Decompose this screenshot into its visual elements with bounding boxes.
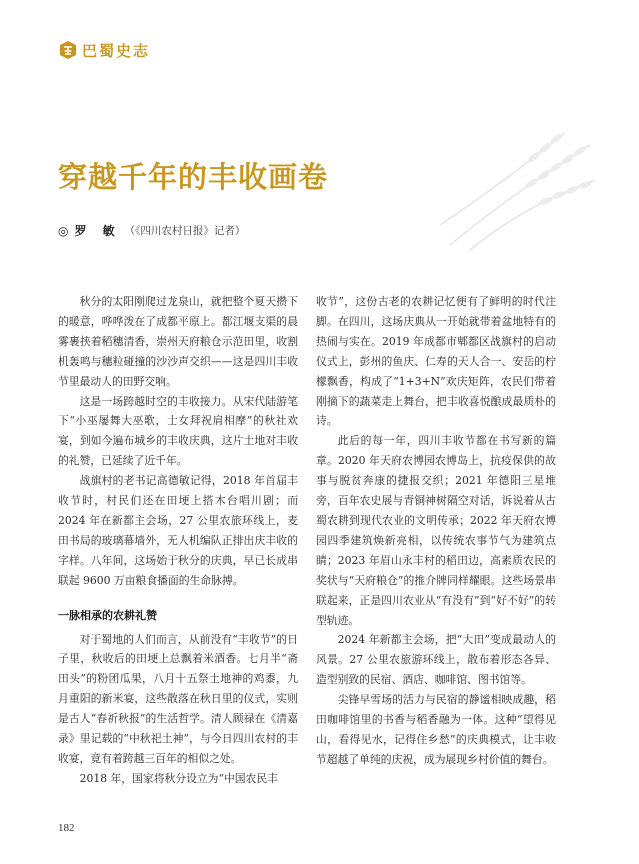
paragraph: 2024 年新都主会场，把“大田”变成最动人的风景。27 公里农旅游环线上，散布着形态各异、造型别致的民宿、酒店、咖啡馆、图书馆等。: [316, 633, 556, 687]
page-number: 182: [58, 822, 75, 834]
paragraph: 这是一场跨越时空的丰收接力。从宋代陆游笔下“小巫屡舞大巫歌，士女拜祝肩相摩”的秋社欢宴，到如今遍布城乡的丰收庆典，这片土地对丰收的礼赞，已延续了近千年。: [58, 394, 298, 468]
section-heading: 一脉相承的农耕礼赞: [58, 608, 157, 622]
masthead: [58, 40, 150, 60]
paragraph: 尖锋早雪场的活力与民宿的静谧相映成趣，稻田咖啡馆里的书香与稻香融为一体。这种“望得见山，看得见水，记得住乡愁”的庆典模式，让丰收节超越了单纯的庆祝，成为展现乡村价值的舞台。: [316, 693, 556, 766]
right-column: [316, 292, 556, 770]
gold-seal-icon: [58, 40, 78, 60]
rice-ear-decoration: [430, 125, 600, 255]
paragraph: 秋分的太阳刚爬过龙泉山，就把整个夏天攒下的暖意，哗哗泼在了成都平原上。都江堰支渠的晨雾裹挟着稻穗清香，崇州天府粮仓示范田里，收割机轰鸣与穗粒碰撞的沙沙声交织——这是四川丰收节里最动人的田野交响。: [58, 295, 298, 388]
article-title: 穿越千年的丰收画卷: [58, 160, 329, 194]
paragraph: 收节”，这份古老的农耕记忆便有了鲜明的时代注脚。在四川，这场庆典从一开始就带着盆地特有的热闹与实在。2019 年成都市郫都区战旗村的启动仪式上，彭州的鱼庆、仁寿的天人合一、安岳的柠檬飘香，构成了“1+3+N”欢庆矩阵，农民们带着刚摘下的蔬菜走上舞台，把丰收喜悦酿成最质朴的诗。: [316, 295, 556, 428]
paragraph: 对于蜀地的人们而言，从前没有“丰收节”的日子里，秋收后的田埂上总飘着米酒香。七月半“斋田头”的粉团瓜果，八月十五祭土地神的鸡黍，九月重阳的新米宴，这些散落在秋日里的仪式，实则是古人“春祈秋报”的生活哲学。清人顾禄在《清嘉录》里记载的“中秋祀土神”，与今日四川农村的丰收宴，竟有着跨越三百年的相似之处。: [58, 632, 298, 765]
paragraph: 2018 年，国家将秋分设立为“中国农民丰: [79, 771, 278, 785]
paragraph: 此后的每一年，四川丰收节都在书写新的篇章。2020 年天府农博园农博岛上，抗疫保供的故事与脱贫奔康的捷报交织；2021 年德阳三星堆旁，百年农史展与青铜神树隔空对话，诉说着从古蜀农耕到现代农业的文明传承；2022 年天府农博园四季建筑焕新亮相，以传统农事节气为建筑点睛；2023 年眉山永丰村的稻田边，高素质农民的奖状与“天府粮仓”的推介牌同样耀眼。这些场景串联起来，正是四川农业从“有没有”到“好不好”的转型轨迹。: [316, 434, 556, 627]
author-role: （《四川农村日报》记者）: [124, 225, 246, 237]
left-column: [58, 292, 298, 789]
paragraph: 战旗村的老书记高德敏记得，2018 年首届丰收节时，村民们还在田埂上搭木台唱川剧；而 2024 年在新都主会场，27 公里农旅环线上，麦田书局的玻璃幕墙外，无人机编队正排出庆丰收的字样。八年间，这场始于秋分的庆典，早已长成串联起 9600 万亩粮食播面的生命脉搏。: [58, 474, 298, 587]
masthead-title: 巴蜀史志: [82, 41, 151, 60]
byline-marker: ◎: [58, 223, 69, 238]
author-name: 罗 敏: [74, 224, 121, 238]
byline: [58, 222, 245, 239]
